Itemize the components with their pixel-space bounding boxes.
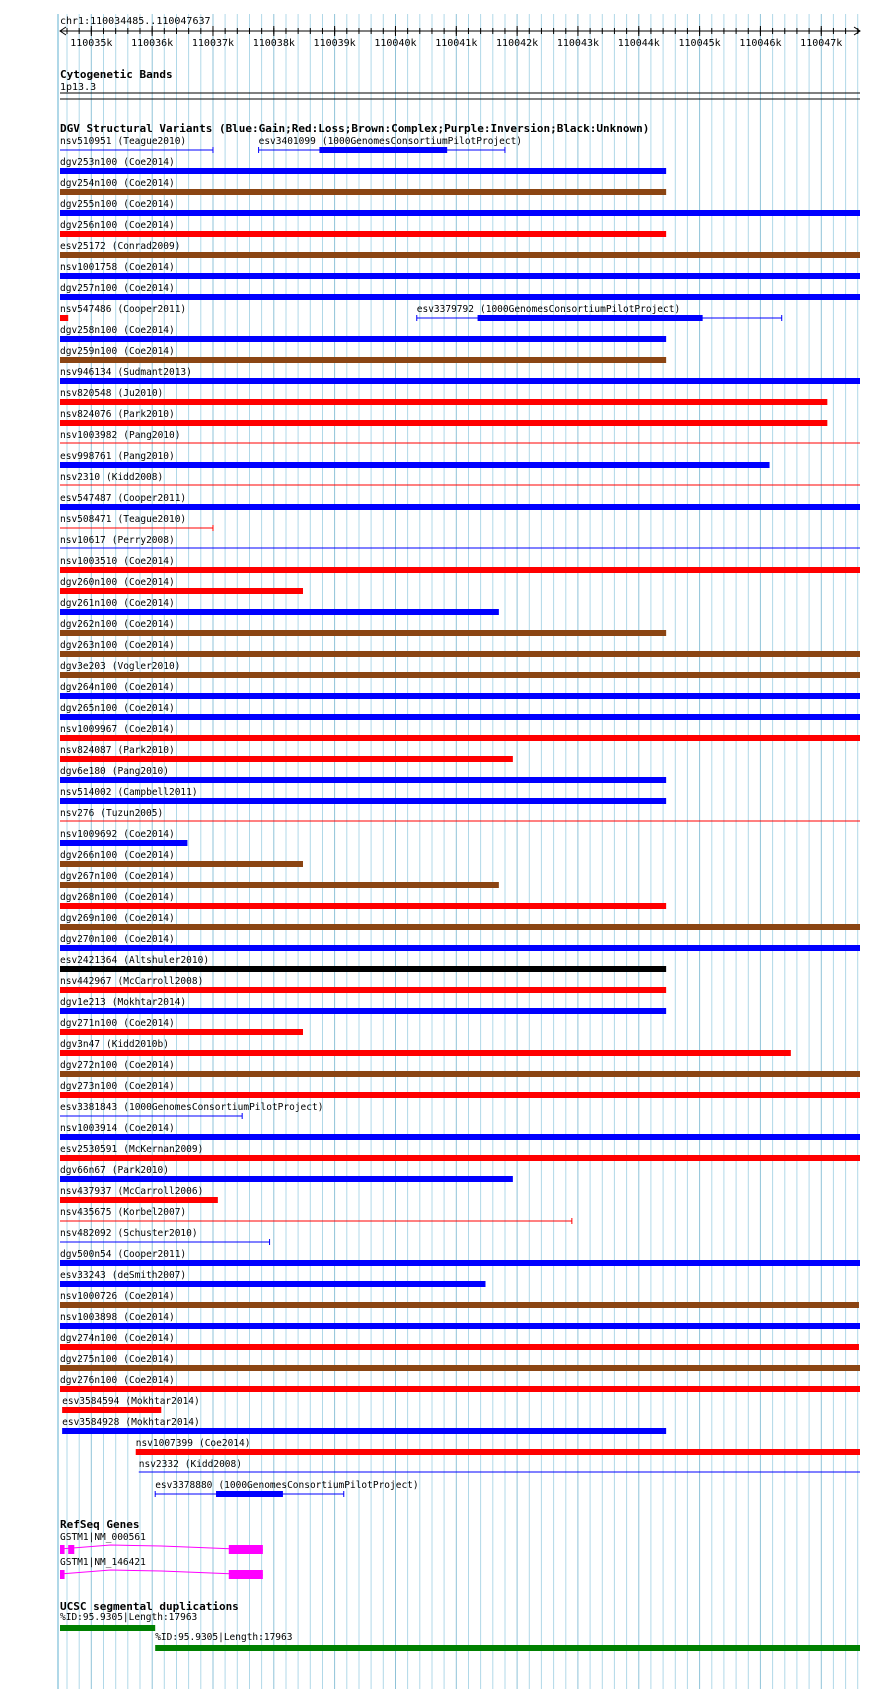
refseq-genes-track (60, 1518, 263, 1579)
variant-name: nsv435675 (60, 1207, 112, 1218)
variant-study: (Park2010) (117, 745, 175, 756)
variant-bar (60, 609, 499, 615)
variant-bar (60, 504, 860, 510)
variant-bar (60, 777, 666, 783)
dgv-structural-variants-track (60, 122, 860, 1497)
variant-study: (Coe2014) (123, 1123, 175, 1134)
variant-bar (60, 1386, 860, 1392)
variant-bar (60, 252, 860, 258)
variant-nsv442967 (60, 976, 666, 993)
variant-study: (Campbell2011) (117, 787, 198, 798)
refseq-track-title: RefSeq Genes (60, 1518, 140, 1531)
variant-study: (McCarroll2006) (117, 1186, 204, 1197)
variant-name: esv547487 (60, 493, 112, 504)
ruler-tick-label: 110044k (617, 38, 660, 49)
variant-core-bar (478, 315, 703, 321)
variant-study: (Coe2014) (123, 724, 175, 735)
variant-name: dgv261n100 (60, 598, 118, 609)
variant-bar (60, 1050, 791, 1056)
variant-name: nsv510951 (60, 136, 112, 147)
variant-study: (Coe2014) (123, 703, 175, 714)
variant-study: (Pang2010) (117, 451, 175, 462)
ruler-tick-label: 110036k (131, 38, 174, 49)
variant-dgv268n100 (60, 892, 666, 909)
variant-name: dgv260n100 (60, 577, 118, 588)
variant-name: dgv270n100 (60, 934, 118, 945)
variant-name: nsv1000726 (60, 1291, 118, 1302)
variant-dgv3n47 (60, 1039, 791, 1056)
variant-name: nsv1003510 (60, 556, 118, 567)
variant-name: dgv263n100 (60, 640, 118, 651)
variant-nsv1003898 (60, 1312, 860, 1329)
gene-transcript (60, 1557, 263, 1579)
variant-name: nsv442967 (60, 976, 112, 987)
variant-study: (Coe2014) (123, 346, 175, 357)
variant-bar (60, 1302, 859, 1308)
variant-name: dgv267n100 (60, 871, 118, 882)
variant-esv3584594 (62, 1396, 200, 1413)
variant-study: (Park2010) (117, 409, 175, 420)
variant-nsv2310 (60, 472, 860, 485)
gene-transcript (60, 1532, 263, 1554)
variant-study: (Korbel2007) (117, 1207, 187, 1218)
variant-dgv275n100 (60, 1354, 860, 1371)
variant-name: nsv824087 (60, 745, 112, 756)
variant-esv2421364 (60, 955, 666, 972)
variant-name: dgv275n100 (60, 1354, 118, 1365)
variant-nsv1003914 (60, 1123, 860, 1140)
variant-bar (60, 1197, 218, 1203)
variant-esv3584928 (62, 1417, 666, 1434)
ruler-tick-label: 110035k (70, 38, 113, 49)
variant-bar (62, 1428, 666, 1434)
variant-bar (60, 1176, 513, 1182)
variant-study: (Coe2014) (123, 640, 175, 651)
variant-name: esv25172 (60, 241, 106, 252)
variant-bar (60, 903, 666, 909)
variant-name: nsv10617 (60, 535, 106, 546)
segdup-label: %ID:95.9305|Length:17963 (155, 1632, 293, 1643)
segdup-label: %ID:95.9305|Length:17963 (60, 1612, 198, 1623)
variant-study: (deSmith2007) (111, 1270, 187, 1281)
variant-name: esv2530591 (60, 1144, 118, 1155)
gene-exon (60, 1570, 65, 1579)
variant-name: esv3584594 (62, 1396, 120, 1407)
variant-study: (Schuster2010) (117, 1228, 198, 1239)
variant-study: (McCarroll2008) (117, 976, 204, 987)
variant-nsv435675 (60, 1207, 572, 1224)
variant-nsv437937 (60, 1186, 218, 1203)
variant-nsv946134 (60, 367, 860, 384)
coordinate-ruler (60, 16, 860, 49)
variant-dgv271n100 (60, 1018, 303, 1035)
variant-name: esv33243 (60, 1270, 106, 1281)
gene-label: GSTM1|NM_146421 (60, 1557, 146, 1568)
variant-nsv514002 (60, 787, 666, 804)
variant-name: nsv2332 (138, 1459, 179, 1470)
variant-name: nsv1003982 (60, 430, 118, 441)
variant-bar (60, 798, 666, 804)
segdup-bar (60, 1625, 155, 1631)
variant-dgv500n54 (60, 1249, 860, 1266)
variant-name: dgv273n100 (60, 1081, 118, 1092)
variant-study: (Coe2014) (123, 1375, 175, 1386)
variant-name: dgv257n100 (60, 283, 118, 294)
variant-dgv265n100 (60, 703, 860, 720)
variant-dgv267n100 (60, 871, 499, 888)
variant-bar (60, 273, 860, 279)
variant-bar (60, 231, 666, 237)
variant-bar (60, 924, 860, 930)
variant-bar (60, 1260, 860, 1266)
variant-bar (60, 987, 666, 993)
variant-study: (1000GenomesConsortiumPilotProject) (480, 304, 681, 315)
variant-bar (60, 378, 860, 384)
ruler-tick-label: 110043k (556, 38, 600, 49)
variant-study: (Coe2014) (123, 598, 175, 609)
variant-bar (60, 1008, 666, 1014)
variant-nsv276 (60, 808, 860, 821)
variant-study: (Coe2014) (123, 262, 175, 273)
gene-exon (68, 1545, 74, 1554)
variant-study: (Coe2014) (123, 577, 175, 588)
ruler-tick-label: 110040k (374, 38, 417, 49)
variant-name: dgv262n100 (60, 619, 118, 630)
variant-dgv254n100 (60, 178, 666, 195)
variant-name: nsv514002 (60, 787, 112, 798)
gene-exon (229, 1570, 263, 1579)
variant-study: (1000GenomesConsortiumPilotProject) (218, 1480, 419, 1491)
variant-dgv256n100 (60, 220, 666, 237)
variant-name: nsv1001758 (60, 262, 118, 273)
variant-nsv1003982 (60, 430, 860, 443)
variant-study: (Teague2010) (117, 514, 187, 525)
variant-name: nsv1007399 (135, 1438, 193, 1449)
variant-name: esv2421364 (60, 955, 118, 966)
variant-dgv270n100 (60, 934, 860, 951)
variant-name: nsv482092 (60, 1228, 112, 1239)
variant-nsv1009692 (60, 829, 187, 846)
variant-study: (McKernan2009) (123, 1144, 204, 1155)
variant-dgv257n100 (60, 283, 860, 300)
variant-study: (Coe2014) (123, 871, 175, 882)
variant-study: (Tuzun2005) (100, 808, 164, 819)
variant-bar (60, 756, 513, 762)
variant-study: (Mokhtar2014) (125, 1417, 200, 1428)
ruler-tick-label: 110039k (313, 38, 356, 49)
variant-name: dgv259n100 (60, 346, 118, 357)
variant-bar (60, 945, 860, 951)
variant-name: nsv1003898 (60, 1312, 118, 1323)
dgv-track-title: DGV Structural Variants (Blue:Gain;Red:Loss;Brown:Complex;Purple:Inversion;Black:Unknown) (60, 122, 650, 135)
variant-esv2530591 (60, 1144, 860, 1161)
variant-dgv272n100 (60, 1060, 860, 1077)
variant-name: dgv500n54 (60, 1249, 112, 1260)
variant-study: (Pang2010) (111, 766, 169, 777)
variant-study: (1000GenomesConsortiumPilotProject) (321, 136, 523, 147)
variant-name: dgv3n47 (60, 1039, 101, 1050)
ruler-tick-label: 110038k (252, 38, 295, 49)
variant-bar (60, 420, 827, 426)
variant-bar (60, 1281, 485, 1287)
variant-name: dgv272n100 (60, 1060, 118, 1071)
variant-name: dgv265n100 (60, 703, 118, 714)
variant-esv3379792 (417, 304, 782, 321)
variant-dgv3e203 (60, 661, 860, 678)
variant-bar (60, 861, 303, 867)
variant-study: (Coe2014) (123, 283, 175, 294)
variant-bar (60, 693, 860, 699)
variant-name: esv3379792 (416, 304, 474, 315)
ruler-tick-label: 110045k (678, 38, 721, 49)
variant-dgv260n100 (60, 577, 303, 594)
ruler-tick-label: 110042k (496, 38, 539, 49)
variant-study: (Coe2014) (123, 157, 175, 168)
variant-dgv258n100 (60, 325, 666, 342)
variant-study: (Coe2014) (123, 1081, 175, 1092)
variant-name: dgv1e213 (60, 997, 106, 1008)
variant-dgv264n100 (60, 682, 860, 699)
variant-bar (60, 294, 860, 300)
variant-name: nsv437937 (60, 1186, 112, 1197)
variant-nsv1007399 (136, 1438, 860, 1455)
variant-name: nsv2310 (60, 472, 101, 483)
variant-study: (Kidd2008) (106, 472, 164, 483)
coordinate-range-label: chr1:110034485..110047637 (60, 16, 211, 27)
cytoband-label: 1p13.3 (60, 82, 97, 93)
variant-study: (Coe2014) (123, 934, 175, 945)
variant-study: (Coe2014) (123, 325, 175, 336)
variant-dgv276n100 (60, 1375, 860, 1392)
variant-bar (60, 672, 860, 678)
variant-bar (60, 567, 860, 573)
variant-name: dgv254n100 (60, 178, 118, 189)
variant-dgv1e213 (60, 997, 666, 1014)
variant-esv3381843 (60, 1102, 323, 1119)
grid-left-edge (57, 14, 59, 1689)
variant-study: (Coe2014) (123, 850, 175, 861)
cytoband-track-title: Cytogenetic Bands (60, 68, 173, 81)
ruler-tick-label: 110046k (739, 38, 782, 49)
variant-name: esv3378880 (155, 1480, 213, 1491)
variant-esv547487 (60, 493, 860, 510)
variant-study: (Coe2014) (123, 682, 175, 693)
variant-name: nsv820548 (60, 388, 112, 399)
variant-study: (Coe2014) (123, 220, 175, 231)
gene-exon (229, 1545, 263, 1554)
variant-esv3378880 (155, 1480, 418, 1497)
variant-bar (60, 966, 666, 972)
variant-dgv255n100 (60, 199, 860, 216)
variant-name: nsv946134 (60, 367, 112, 378)
variant-dgv259n100 (60, 346, 666, 363)
variant-bar (60, 1323, 860, 1329)
variant-study: (Kidd2008) (184, 1459, 242, 1470)
variant-study: (Coe2014) (123, 1312, 175, 1323)
variant-study: (Vogler2010) (111, 661, 181, 672)
variant-name: esv3584928 (62, 1417, 120, 1428)
variant-bar (60, 462, 770, 468)
variant-study: (Coe2014) (123, 892, 175, 903)
segdup-track-title: UCSC segmental duplications (60, 1600, 239, 1613)
variant-study: (Coe2014) (123, 1354, 175, 1365)
variant-study: (Coe2014) (123, 199, 175, 210)
variant-bar (60, 630, 666, 636)
variant-name: nsv508471 (60, 514, 112, 525)
variant-study: (Kidd2010b) (106, 1039, 169, 1050)
variant-study: (Coe2014) (123, 829, 175, 840)
ruler-tick-label: 110047k (800, 38, 843, 49)
variant-study: (Pang2010) (123, 430, 181, 441)
variant-name: dgv3e203 (60, 661, 106, 672)
variant-bar (60, 588, 303, 594)
variant-study: (Perry2008) (111, 535, 175, 546)
variant-esv25172 (60, 241, 860, 258)
variant-nsv2332 (139, 1459, 860, 1472)
variant-name: dgv66n67 (60, 1165, 106, 1176)
variant-bar (62, 1407, 161, 1413)
variant-study: (Coe2014) (123, 1291, 175, 1302)
variant-study: (Park2010) (111, 1165, 169, 1176)
ruler-tick-label: 110037k (191, 38, 235, 49)
variant-name: dgv256n100 (60, 220, 118, 231)
variant-study: (Mokhtar2014) (111, 997, 187, 1008)
variant-name: nsv1009692 (60, 829, 118, 840)
variant-name: dgv255n100 (60, 199, 118, 210)
variant-bar (60, 840, 187, 846)
variant-dgv253n100 (60, 157, 666, 174)
gene-label: GSTM1|NM_000561 (60, 1532, 146, 1543)
variant-bar (60, 315, 68, 321)
variant-nsv1003510 (60, 556, 860, 573)
variant-name: nsv1009967 (60, 724, 118, 735)
variant-study: (Altshuler2010) (123, 955, 210, 966)
variant-dgv266n100 (60, 850, 303, 867)
cytogenetic-bands-track (60, 68, 860, 99)
variant-dgv262n100 (60, 619, 666, 636)
variant-name: dgv271n100 (60, 1018, 118, 1029)
variant-nsv1001758 (60, 262, 860, 279)
variant-study: (Coe2014) (123, 1060, 175, 1071)
variant-bar (60, 210, 860, 216)
variant-esv3401099 (259, 136, 522, 153)
variant-name: dgv266n100 (60, 850, 118, 861)
variant-study: (Coe2014) (123, 556, 175, 567)
variant-bar (60, 651, 860, 657)
variant-bar (60, 168, 666, 174)
variant-bar (60, 336, 666, 342)
variant-name: nsv824076 (60, 409, 112, 420)
variant-name: dgv269n100 (60, 913, 118, 924)
variant-study: (Ju2010) (117, 388, 164, 399)
variant-core-bar (216, 1491, 283, 1497)
variant-study: (Sudmant2013) (117, 367, 192, 378)
variant-nsv1000726 (60, 1291, 859, 1308)
variant-bar (60, 882, 499, 888)
variant-bar (136, 1449, 860, 1455)
variant-name: dgv6e180 (60, 766, 106, 777)
variant-bar (60, 714, 860, 720)
variant-core-bar (319, 147, 447, 153)
variant-nsv10617 (60, 535, 860, 548)
variant-dgv263n100 (60, 640, 860, 657)
variant-bar (60, 1029, 303, 1035)
variant-bar (60, 1155, 860, 1161)
variant-study: (Coe2014) (123, 619, 175, 630)
variant-study: (Cooper2011) (117, 304, 187, 315)
segdup-item (155, 1632, 860, 1651)
variant-name: nsv547486 (60, 304, 112, 315)
variant-nsv508471 (60, 514, 213, 531)
variant-name: dgv274n100 (60, 1333, 118, 1344)
variant-dgv273n100 (60, 1081, 860, 1098)
variant-name: dgv276n100 (60, 1375, 118, 1386)
gene-exon (60, 1545, 65, 1554)
variant-nsv1009967 (60, 724, 860, 741)
variant-name: dgv258n100 (60, 325, 118, 336)
variant-study: (Mokhtar2014) (125, 1396, 200, 1407)
variant-name: dgv264n100 (60, 682, 118, 693)
variant-nsv482092 (60, 1228, 270, 1245)
variant-bar (60, 1365, 860, 1371)
variant-study: (Coe2014) (123, 913, 175, 924)
variant-study: (Conrad2009) (111, 241, 181, 252)
variant-bar (60, 1344, 859, 1350)
variant-esv33243 (60, 1270, 485, 1287)
segdup-bar (155, 1645, 860, 1651)
variant-dgv6e180 (60, 766, 666, 783)
variant-bar (60, 1092, 860, 1098)
variant-dgv274n100 (60, 1333, 859, 1350)
variant-name: esv998761 (60, 451, 112, 462)
variant-study: (Teague2010) (117, 136, 187, 147)
variant-name: nsv276 (60, 808, 95, 819)
variant-name: esv3401099 (258, 136, 316, 147)
variant-bar (60, 1071, 860, 1077)
variant-study: (Cooper2011) (117, 1249, 187, 1260)
variant-study: (Coe2014) (123, 1333, 175, 1344)
variant-bar (60, 189, 666, 195)
segmental-duplications-track (60, 1600, 860, 1651)
variant-name: esv3381843 (60, 1102, 118, 1113)
variant-bar (60, 399, 827, 405)
ruler-tick-label: 110041k (435, 38, 478, 49)
variant-dgv269n100 (60, 913, 860, 930)
variant-bar (60, 357, 666, 363)
variant-study: (1000GenomesConsortiumPilotProject) (123, 1102, 324, 1113)
variant-dgv261n100 (60, 598, 499, 615)
variant-bar (60, 1134, 860, 1140)
variant-study: (Coe2014) (198, 1438, 251, 1449)
variant-study: (Coe2014) (123, 178, 175, 189)
variant-name: dgv253n100 (60, 157, 118, 168)
variant-name: dgv268n100 (60, 892, 118, 903)
variant-name: nsv1003914 (60, 1123, 118, 1134)
variant-study: (Cooper2011) (117, 493, 187, 504)
variant-nsv510951 (60, 136, 213, 153)
variant-bar (60, 735, 860, 741)
variant-study: (Coe2014) (123, 1018, 175, 1029)
